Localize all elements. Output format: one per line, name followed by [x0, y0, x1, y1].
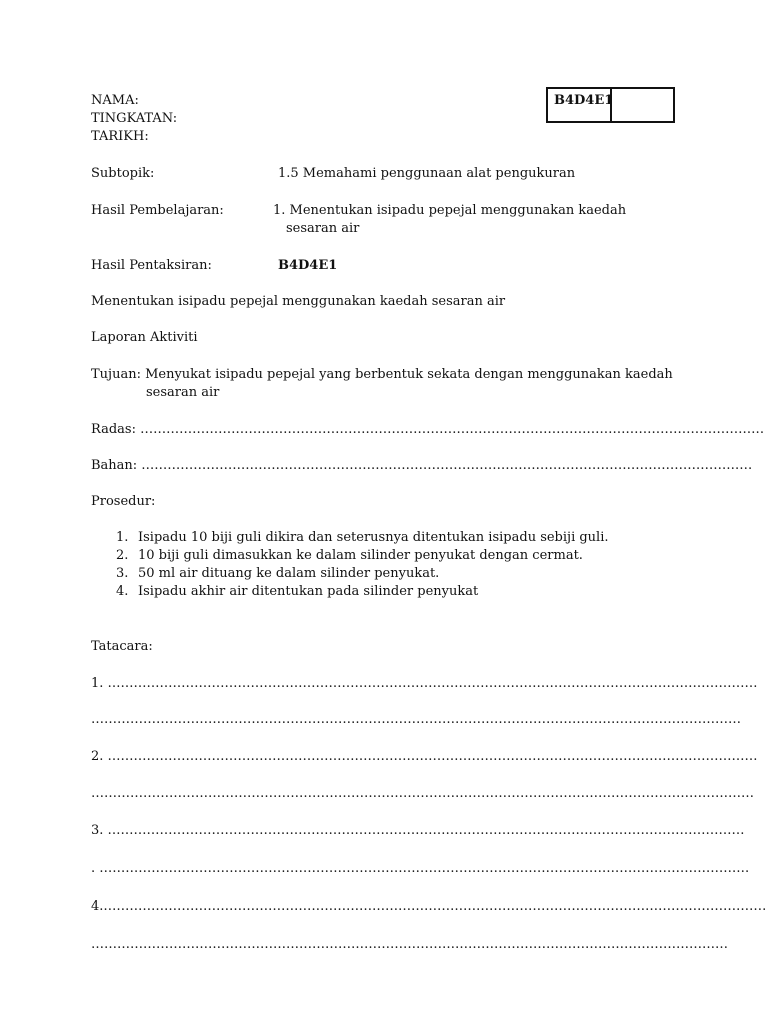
- tatacara-line: 1. ……………………………………………………………………………………………………………………………………: [91, 676, 758, 691]
- hasil-pembelajaran-line1: 1. Menentukan isipadu pepejal menggunakan kaedah: [273, 203, 627, 218]
- list-item-number: 1.: [116, 530, 129, 545]
- list-item-text: Isipadu akhir air ditentukan pada silinder penyukat: [138, 584, 479, 599]
- tarikh-label: TARIKH:: [91, 129, 149, 144]
- tatacara-line: ……………………………………………………………………………………………………………………………………: [91, 712, 741, 727]
- tatacara-line: …………………………………………………………………………………………………………………………………: [91, 937, 728, 952]
- list-item-number: 4.: [116, 584, 129, 599]
- list-item-text: 10 biji guli dimasukkan ke dalam silinder penyukat dengan cermat.: [138, 548, 583, 563]
- aim-statement: Menentukan isipadu pepejal menggunakan kaedah sesaran air: [91, 294, 506, 309]
- laporan-heading: Laporan Aktiviti: [91, 330, 198, 345]
- tatacara-line: 3. …………………………………………………………………………………………………………………………………: [91, 823, 745, 838]
- nama-label: NAMA:: [91, 93, 139, 108]
- prosedur-label: Prosedur:: [91, 494, 156, 509]
- radas-line: Radas: ………………………………………………………………………………………………………………………………: [91, 422, 765, 437]
- subtopik-value: 1.5 Memahami penggunaan alat pengukuran: [278, 166, 576, 181]
- tujuan-line1: Tujuan: Menyukat isipadu pepejal yang berbentuk sekata dengan menggunakan kaedah: [91, 367, 673, 382]
- tatacara-line: ………………………………………………………………………………………………………………………………………: [91, 786, 754, 801]
- hasil-pembelajaran-label: Hasil Pembelajaran:: [91, 203, 224, 218]
- bahan-line: Bahan: ……………………………………………………………………………………………………………………………: [91, 458, 753, 473]
- list-item-number: 2.: [116, 548, 129, 563]
- tingkatan-label: TINGKATAN:: [91, 111, 178, 126]
- hasil-pentaksiran-label: Hasil Pentaksiran:: [91, 258, 212, 273]
- code-box: [546, 87, 612, 123]
- tatacara-line: . ……………………………………………………………………………………………………………………………………: [91, 861, 750, 876]
- tujuan-line2: sesaran air: [146, 385, 220, 400]
- tatacara-label: Tatacara:: [91, 639, 153, 654]
- blank-score-box: [610, 87, 675, 123]
- subtopik-label: Subtopik:: [91, 166, 155, 181]
- list-item-text: 50 ml air dituang ke dalam silinder penyukat.: [138, 566, 440, 581]
- list-item-number: 3.: [116, 566, 129, 581]
- code-box-text: B4D4E1: [554, 93, 614, 108]
- list-item-text: Isipadu 10 biji guli dikira dan seterusnya ditentukan isipadu sebiji guli.: [138, 530, 609, 545]
- hasil-pentaksiran-value: B4D4E1: [278, 258, 338, 273]
- tatacara-line: 4.………………………………………………………………………………………………………………………………………: [91, 899, 767, 914]
- hasil-pembelajaran-line2: sesaran air: [286, 221, 360, 236]
- tatacara-line: 2. ……………………………………………………………………………………………………………………………………: [91, 749, 758, 764]
